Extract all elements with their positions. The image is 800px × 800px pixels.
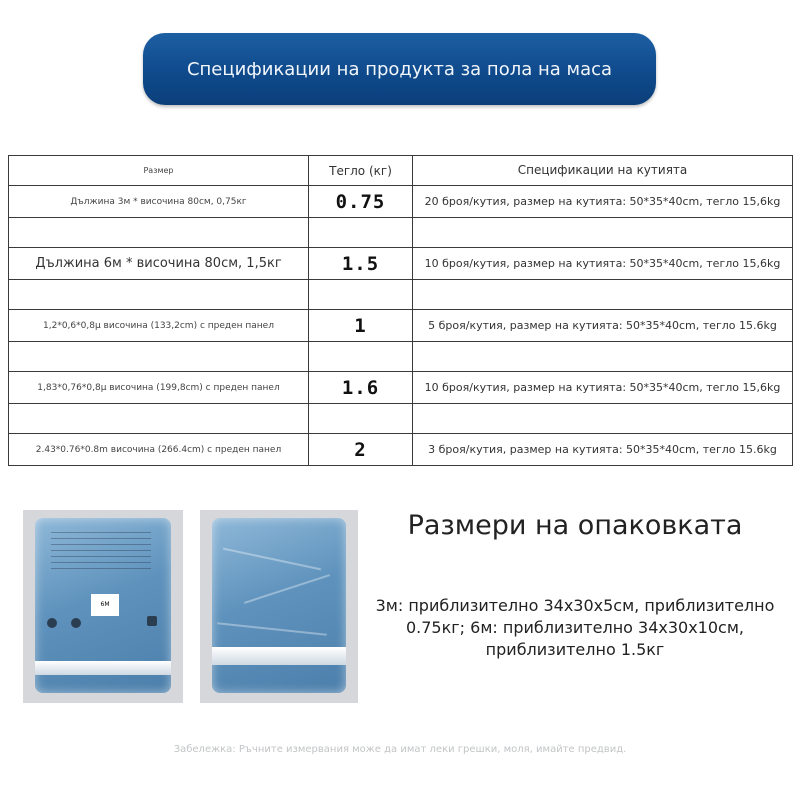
- table-spacer-row: [9, 404, 793, 434]
- table-row: [9, 434, 793, 466]
- fold-line: [244, 574, 330, 604]
- spacer-cell: [9, 404, 309, 434]
- table-spacer-row: [9, 280, 793, 310]
- table-row: [9, 310, 793, 342]
- white-band: [212, 647, 346, 665]
- spacer-cell: [9, 342, 309, 372]
- table-row: [9, 248, 793, 280]
- table-spacer-row: [9, 342, 793, 372]
- row-size: 1,2*0,6*0,8μ височина (133,2cm) с преден панел: [9, 310, 309, 342]
- table-row: [9, 372, 793, 404]
- row-spec: 20 броя/кутия, размер на кутията: 50*35*40cm, тегло 15,6kg: [413, 186, 793, 218]
- fold-line: [217, 622, 327, 635]
- spacer-cell: [413, 404, 793, 434]
- printed-text-lines: [51, 532, 151, 572]
- row-spec: 10 броя/кутия, размер на кутията: 50*35*40cm, тегло 15,6kg: [413, 372, 793, 404]
- spacer-cell: [309, 280, 413, 310]
- plastic-bag-image: [212, 518, 346, 693]
- packaging-title: Размери на опаковката: [407, 510, 743, 541]
- spacer-cell: [9, 218, 309, 248]
- row-weight: 1.6: [309, 372, 413, 404]
- white-band: [35, 661, 171, 675]
- warning-icon: [147, 616, 157, 626]
- recycle-icon: [47, 618, 57, 628]
- banner-title: Спецификации на продукта за пола на маса: [186, 58, 613, 80]
- spacer-cell: [413, 218, 793, 248]
- table-header-row: [9, 156, 793, 186]
- spacer-cell: [309, 404, 413, 434]
- row-size: 1,83*0,76*0,8μ височина (199,8cm) с преден панел: [9, 372, 309, 404]
- package-photo-front: [23, 510, 183, 703]
- row-weight: 1: [309, 310, 413, 342]
- spacer-cell: [413, 342, 793, 372]
- spec-table: [8, 155, 793, 466]
- row-size: 2.43*0.76*0.8m височина (266.4cm) с преден панел: [9, 434, 309, 466]
- row-spec: 5 броя/кутия, размер на кутията: 50*35*40cm, тегло 15.6kg: [413, 310, 793, 342]
- row-weight: 0.75: [309, 186, 413, 218]
- measurement-note: Забележка: Ръчните измервания може да имат леки грешки, моля, имайте предвид.: [173, 744, 627, 755]
- row-weight: 2: [309, 434, 413, 466]
- packaging-description: 3м: приблизително 34x30x5см, приблизително 0.75кг; 6м: приблизително 34x30x10см, приблизително 1.5кг: [375, 596, 775, 659]
- header-weight: Тегло (кг): [309, 156, 413, 186]
- row-spec: 3 броя/кутия, размер на кутията: 50*35*40cm, тегло 15.6kg: [413, 434, 793, 466]
- row-weight: 1.5: [309, 248, 413, 280]
- title-banner: [143, 33, 656, 105]
- spacer-cell: [309, 342, 413, 372]
- fold-line: [223, 548, 321, 571]
- spacer-cell: [309, 218, 413, 248]
- mobius-icon: [71, 618, 81, 628]
- spacer-cell: [413, 280, 793, 310]
- spacer-cell: [9, 280, 309, 310]
- row-size: Дължина 3м * височина 80см, 0,75кг: [9, 186, 309, 218]
- plastic-bag-image: [35, 518, 171, 693]
- package-photo-back: [200, 510, 358, 703]
- row-spec: 10 броя/кутия, размер на кутията: 50*35*40cm, тегло 15,6kg: [413, 248, 793, 280]
- row-size: Дължина 6м * височина 80см, 1,5кг: [9, 248, 309, 280]
- table-row: [9, 186, 793, 218]
- header-size: Размер: [9, 156, 309, 186]
- table-spacer-row: [9, 218, 793, 248]
- header-spec: Спецификации на кутията: [413, 156, 793, 186]
- bag-size-label: 6M: [91, 594, 119, 616]
